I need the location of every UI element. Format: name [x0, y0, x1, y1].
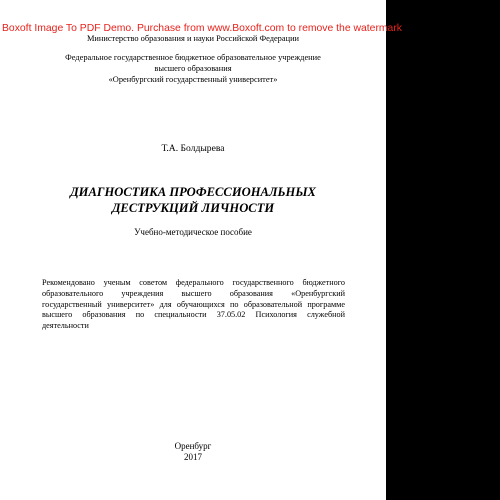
publication-city: Оренбург [174, 441, 212, 451]
recommendation-line: Рекомендовано ученым советом федерального государственного бюджетного [42, 278, 345, 287]
black-side-panel [386, 0, 500, 500]
recommendation-line: образовательного учреждения высшего образования «Оренбургский [42, 288, 345, 298]
publication-year: 2017 [184, 452, 202, 462]
watermark-text: Boxoft Image To PDF Demo. Purchase from www.Boxoft.com to remove the watermark [2, 23, 402, 34]
institution-line-1: Федеральное государственное бюджетное образовательное учреждение [65, 53, 321, 62]
institution-line-2: высшего образования [154, 64, 232, 73]
recommendation-line: высшего образования по специальности 37.05.02 Психология служебной [42, 310, 345, 320]
institution-line-3: «Оренбургский государственный университет» [108, 75, 278, 84]
document-title-line-1: ДИАГНОСТИКА ПРОФЕССИОНАЛЬНЫХ [70, 185, 316, 199]
document-title-line-2: ДЕСТРУКЦИЙ ЛИЧНОСТИ [111, 201, 275, 215]
document-subtitle: Учебно-методическое пособие [134, 227, 252, 237]
recommendation-line: деятельности [42, 321, 89, 331]
recommendation-paragraph [42, 278, 345, 332]
ministry-line: Министерство образования и науки Российской Федерации [86, 34, 300, 43]
recommendation-line: государственный университет» для обучающихся по образовательной программе [42, 299, 345, 309]
author-name: Т.А. Болдырева [161, 143, 225, 154]
